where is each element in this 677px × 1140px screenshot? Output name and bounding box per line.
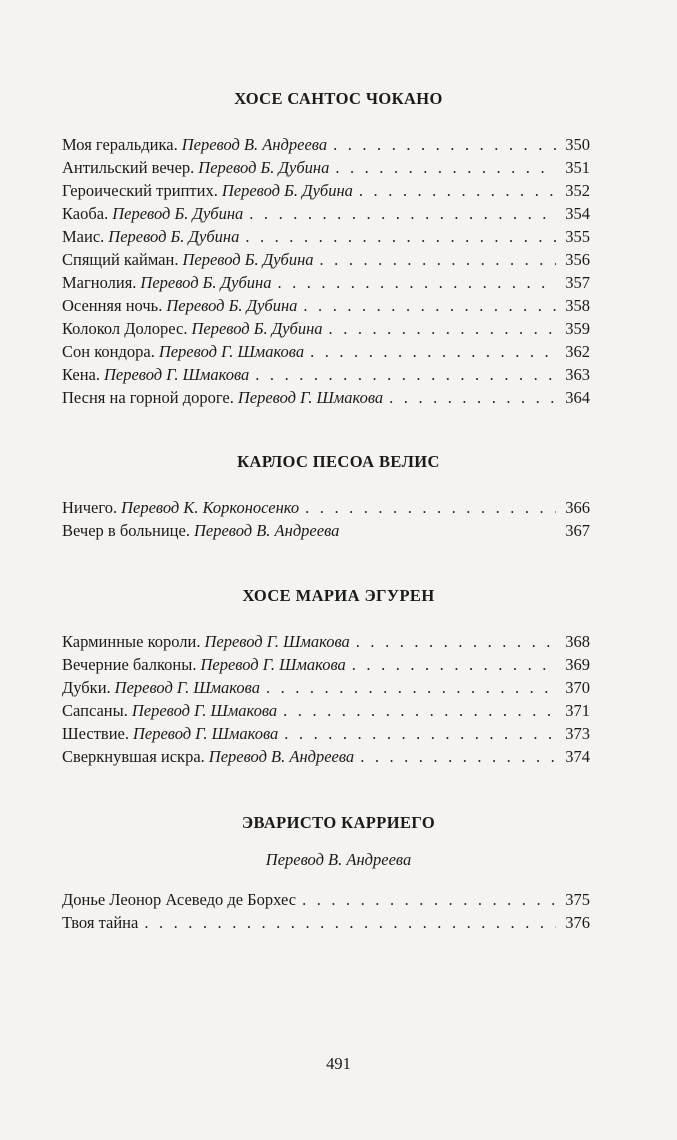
entry-translator: Перевод Г. Шмакова	[204, 632, 350, 651]
dot-leader	[305, 496, 556, 520]
dot-leader	[245, 225, 556, 249]
entry-title: Вечер в больнице.	[62, 521, 190, 540]
dot-leader	[356, 630, 556, 654]
entry-title: Песня на горной дороге.	[62, 388, 234, 407]
section-heading: ХОСЕ МАРИА ЭГУРЕН	[242, 586, 435, 605]
entry-page: 350	[565, 135, 590, 154]
entry-translator: Перевод Б. Дубина	[182, 250, 314, 269]
entry-title: Колокол Долорес.	[62, 319, 188, 338]
entry-translator: Перевод Б. Дубина	[191, 319, 323, 338]
entry-translator: Перевод В. Андреева	[208, 747, 355, 766]
entry-page: 367	[565, 521, 590, 540]
toc-entry	[62, 722, 590, 746]
entry-title: Вечерние балконы.	[62, 655, 197, 674]
entry-title: Твоя тайна	[62, 913, 139, 932]
entry-title: Дубки.	[62, 678, 111, 697]
toc-entry	[62, 496, 590, 520]
toc-entry	[62, 294, 590, 318]
entry-page: 352	[565, 181, 590, 200]
entry-title: Моя геральдика.	[62, 135, 178, 154]
toc-entry	[62, 317, 590, 341]
dot-leader	[352, 653, 556, 677]
entry-title: Кена.	[62, 365, 100, 384]
entry-page: 351	[565, 158, 590, 177]
entry-translator: Перевод Б. Дубина	[221, 181, 353, 200]
section-heading: ЭВАРИСТО КАРРИЕГО	[241, 813, 436, 832]
toc-entry	[62, 179, 590, 203]
toc-entry	[62, 911, 590, 935]
toc-entry	[62, 745, 590, 769]
toc-entry	[62, 225, 590, 249]
entry-title: Сверкнувшая искра.	[62, 747, 205, 766]
entry-translator: Перевод Б. Дубина	[166, 296, 298, 315]
dot-leader	[266, 676, 556, 700]
toc-entry	[62, 888, 590, 912]
toc-entry	[62, 340, 590, 364]
toc-entry	[62, 630, 590, 654]
entry-page: 364	[565, 388, 590, 407]
dot-leader	[333, 133, 556, 157]
entry-title: Антильский вечер.	[62, 158, 195, 177]
entry-title: Шествие.	[62, 724, 129, 743]
entry-translator: Перевод Б. Дубина	[198, 158, 330, 177]
dot-leader	[284, 722, 556, 746]
toc-entry	[62, 676, 590, 700]
entry-title: Сон кондора.	[62, 342, 155, 361]
entry-page: 366	[565, 498, 590, 517]
dot-leader	[329, 317, 556, 341]
entry-title: Сапсаны.	[62, 701, 128, 720]
entry-title: Маис.	[62, 227, 105, 246]
dot-leader	[144, 911, 556, 935]
entry-page: 356	[565, 250, 590, 269]
dot-leader	[302, 888, 556, 912]
toc-entry	[62, 699, 590, 723]
section-heading: ХОСЕ САНТОС ЧОКАНО	[234, 89, 443, 108]
entry-page: 376	[565, 913, 590, 932]
entry-page: 368	[565, 632, 590, 651]
entry-page: 358	[565, 296, 590, 315]
entry-page: 371	[565, 701, 590, 720]
entry-page: 362	[565, 342, 590, 361]
toc-entry	[62, 386, 590, 410]
dot-leader	[249, 202, 556, 226]
page-number: 491	[326, 1054, 351, 1073]
entry-translator: Перевод К. Корконосенко	[121, 498, 300, 517]
entry-title: Карминные короли.	[62, 632, 201, 651]
entry-title: Героический триптих.	[62, 181, 218, 200]
entry-translator: Перевод Б. Дубина	[108, 227, 240, 246]
entry-page: 357	[565, 273, 590, 292]
entry-translator: Перевод Г. Шмакова	[103, 365, 250, 384]
entry-translator: Перевод Б. Дубина	[140, 273, 272, 292]
toc-entry	[62, 156, 590, 180]
section-translator: Перевод В. Андреева	[265, 850, 412, 869]
dot-leader	[283, 699, 556, 723]
dot-leader	[277, 271, 556, 295]
entry-title: Осенняя ночь.	[62, 296, 163, 315]
entry-translator: Перевод Г. Шмакова	[131, 701, 278, 720]
entry-title: Каоба.	[62, 204, 109, 223]
dot-leader	[310, 340, 556, 364]
entry-translator: Перевод Г. Шмакова	[200, 655, 346, 674]
dot-leader	[360, 745, 556, 769]
toc-entry	[62, 363, 590, 387]
entry-translator: Перевод Б. Дубина	[112, 204, 244, 223]
dot-leader	[359, 179, 556, 203]
entry-translator: Перевод Г. Шмакова	[132, 724, 279, 743]
entry-translator: Перевод Г. Шмакова	[114, 678, 260, 697]
entry-translator: Перевод В. Андреева	[181, 135, 328, 154]
dot-leader	[320, 248, 556, 272]
entry-page: 359	[565, 319, 590, 338]
toc-entry	[62, 202, 590, 226]
dot-leader	[303, 294, 556, 318]
entry-title: Спящий кайман.	[62, 250, 179, 269]
entry-title: Магнолия.	[62, 273, 137, 292]
toc-entry	[62, 133, 590, 157]
entry-page: 373	[565, 724, 590, 743]
entry-title: Донье Леонор Асеведо де Борхес	[62, 890, 297, 909]
entry-translator: Перевод В. Андреева	[193, 521, 340, 540]
entry-page: 363	[565, 365, 590, 384]
entry-translator: Перевод Г. Шмакова	[158, 342, 305, 361]
section-heading: КАРЛОС ПЕСОА ВЕЛИС	[237, 452, 440, 471]
entry-page: 369	[565, 655, 590, 674]
toc-entry	[62, 653, 590, 677]
entry-page: 374	[565, 747, 590, 766]
entry-translator: Перевод Г. Шмакова	[237, 388, 384, 407]
entry-page: 370	[565, 678, 590, 697]
toc-entry	[62, 271, 590, 295]
toc-entry	[62, 248, 590, 272]
toc-entry	[62, 519, 590, 543]
dot-leader	[255, 363, 556, 387]
dot-leader	[389, 386, 556, 410]
entry-page: 375	[565, 890, 590, 909]
entry-title: Ничего.	[62, 498, 118, 517]
entry-page: 355	[565, 227, 590, 246]
dot-leader	[335, 156, 556, 180]
entry-page: 354	[565, 204, 590, 223]
